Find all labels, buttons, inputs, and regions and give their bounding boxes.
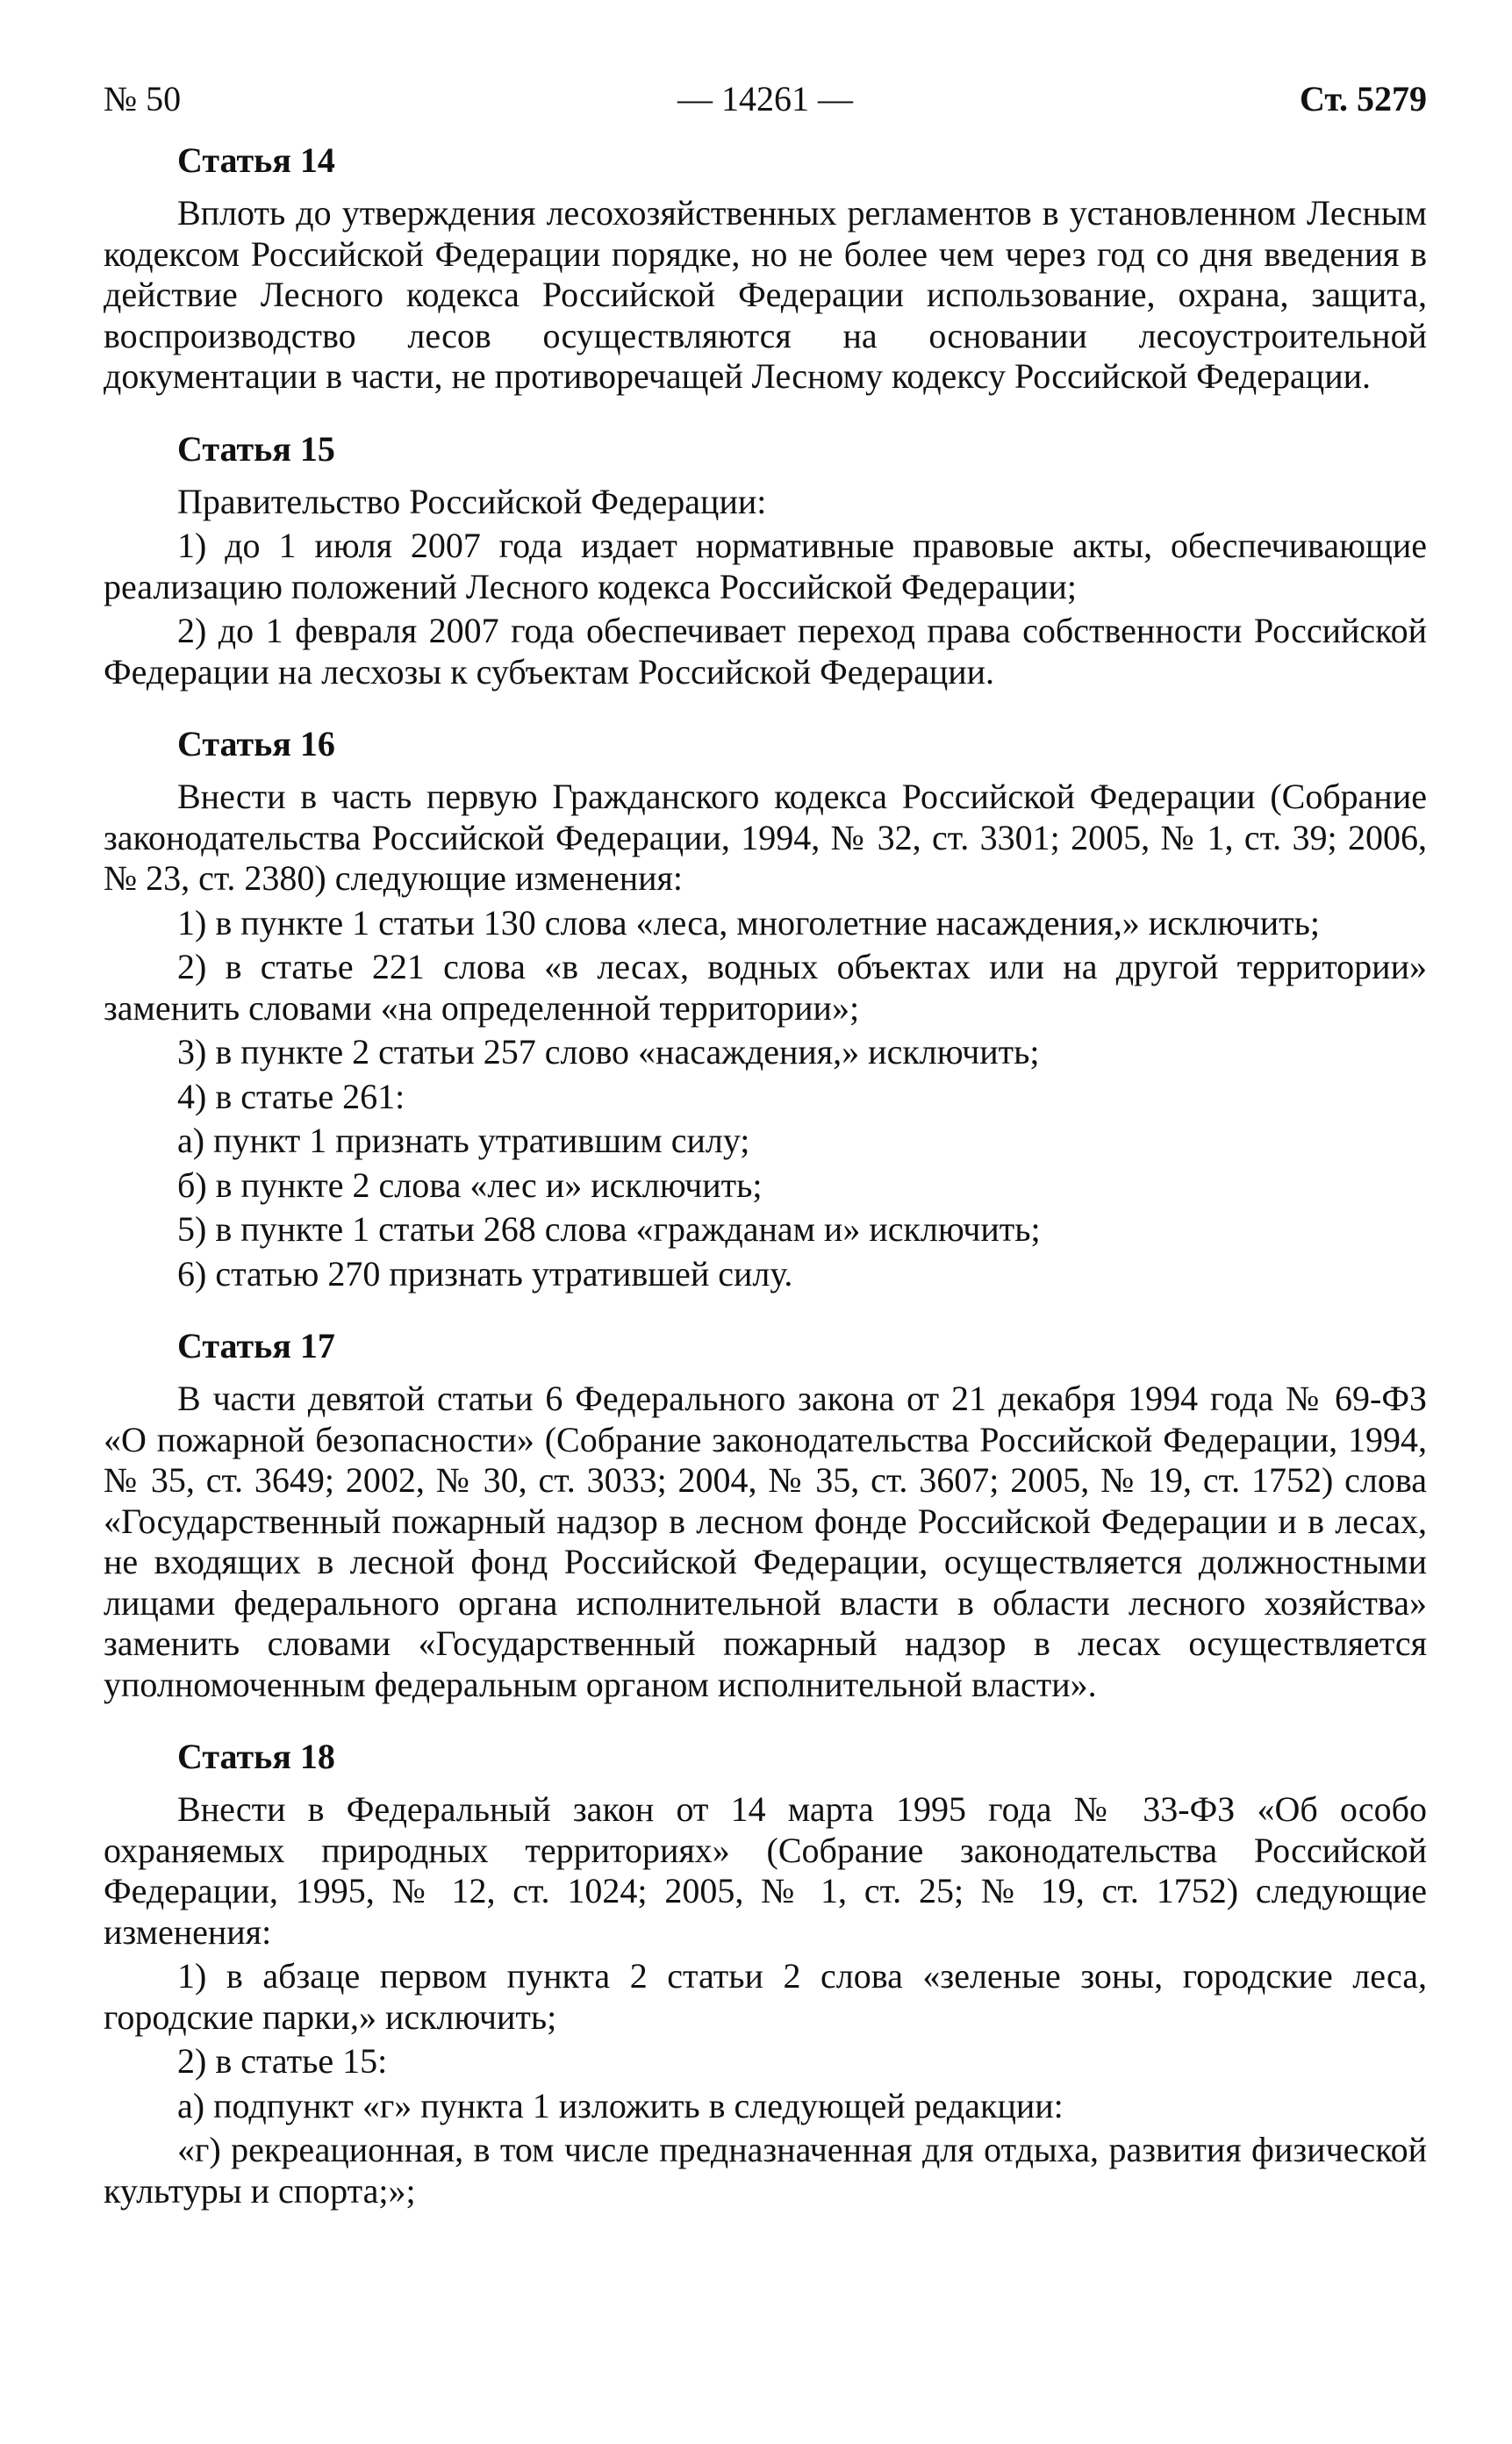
article-heading: Статья 14: [177, 140, 335, 180]
paragraph: Внести в часть первую Гражданского кодекса Российской Федерации (Собрание законодательства Российской Федерации, 1994, № 32, ст. 3301; 2005, № 1, ст. 39; 2006, № 23, ст. 2380) следующие изменения:: [104, 777, 1427, 898]
paragraph: 1) в абзаце первом пункта 2 статьи 2 слова «зеленые зоны, городские леса, городские парки,» исключить;: [104, 1956, 1427, 2037]
article-15: [104, 427, 1427, 693]
paragraph: а) пункт 1 признать утратившим силу;: [177, 1121, 750, 1160]
article-16: [104, 722, 1427, 1294]
article-heading: Статья 18: [177, 1737, 335, 1776]
paragraph: 1) в пункте 1 статьи 130 слова «леса, многолетние насаждения,» исключить;: [177, 902, 1321, 942]
article-reference: Ст. 5279: [1300, 79, 1427, 118]
document-body: [104, 139, 1427, 2241]
paragraph: В части девятой статьи 6 Федерального закона от 21 декабря 1994 года № 69-ФЗ «О пожарной безопасности» (Собрание законодательства Российской Федерации, 1994, № 35, ст. 3649; 2002, № 30, ст. 3033; 2004, № 35, ст. 3607; 2005, № 19, ст. 1752) слова «Государственный пожарный надзор в лесном фонде Российской Федерации и в лесах, не входящих в лесной фонд Российской Федерации, осуществляется должностными лицами федерального органа исполнительной власти в области лесного хозяйства» заменить словами «Государственный пожарный надзор в лесах осуществляется уполномоченным федеральным органом исполнительной власти».: [104, 1379, 1427, 1704]
paragraph: б) в пункте 2 слова «лес и» исключить;: [177, 1165, 763, 1205]
article-heading: Статья 16: [177, 724, 335, 763]
page-number: — 14261 —: [677, 79, 853, 118]
paragraph: 2) в статье 15:: [177, 2041, 388, 2081]
paragraph: 2) до 1 февраля 2007 года обеспечивает переход права собственности Российской Федерации на лесхозы к субъектам Российской Федерации.: [104, 611, 1427, 692]
page-header: [104, 74, 1427, 125]
paragraph: 3) в пункте 2 статьи 257 слово «насаждения,» исключить;: [177, 1032, 1040, 1071]
article-heading: Статья 17: [177, 1326, 335, 1365]
paragraph: 6) статью 270 признать утратившей силу.: [177, 1253, 793, 1294]
article-18: [104, 1735, 1427, 2211]
paragraph: 1) до 1 июля 2007 года издает нормативные правовые акты, обеспечивающие реализацию положений Лесного кодекса Российской Федерации;: [104, 526, 1427, 606]
paragraph: Правительство Российской Федерации:: [177, 481, 767, 521]
article-heading: Статья 15: [177, 428, 335, 469]
paragraph: «г) рекреационная, в том числе предназначенная для отдыха, развития физической культуры и спорта;»;: [104, 2130, 1427, 2211]
paragraph: 4) в статье 261:: [177, 1076, 405, 1116]
paragraph: а) подпункт «г» пункта 1 изложить в следующей редакции:: [177, 2085, 1064, 2125]
paragraph: Внести в Федеральный закон от 14 марта 1995 года № 33-ФЗ «Об особо охраняемых природных территориях» (Собрание законодательства Российской Федерации, 1995, № 12, ст. 1024; 2005, № 1, ст. 25; № 19, ст. 1752) следующие изменения:: [104, 1789, 1427, 1952]
paragraph: 5) в пункте 1 статьи 268 слова «гражданам и» исключить;: [177, 1209, 1041, 1249]
issue-number: № 50: [104, 79, 182, 118]
paragraph: 2) в статье 221 слова «в лесах, водных объектах или на другой территории» заменить словами «на определенной территории»;: [104, 947, 1427, 1028]
paragraph: Вплоть до утверждения лесохозяйственных регламентов в установленном Лесным кодексом Российской Федерации порядке, но не более чем через год со дня введения в действие Лесного кодекса Российской Федерации использование, охрана, защита, воспроизводство лесов осуществляются на основании лесоустроительной документации в части, не противоречащей Лесному кодексу Российской Федерации.: [104, 193, 1427, 396]
article-17: [104, 1324, 1427, 1705]
article-14: [104, 139, 1427, 398]
